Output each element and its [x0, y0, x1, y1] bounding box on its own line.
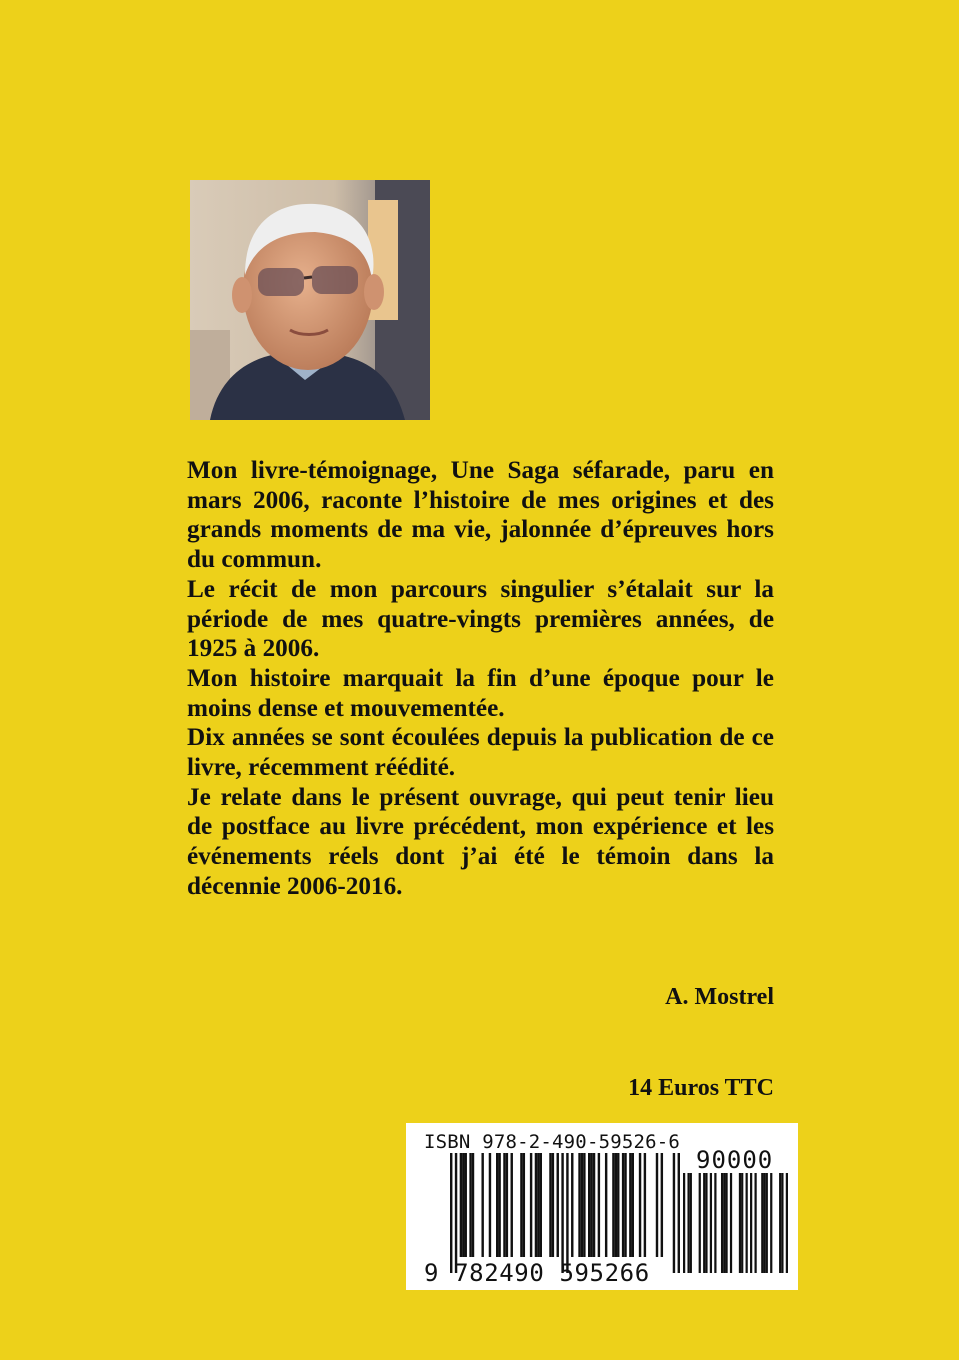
- isbn-label: ISBN 978-2-490-59526-6: [424, 1131, 681, 1153]
- barcode-bar: [496, 1153, 498, 1257]
- barcode-bar: [746, 1173, 748, 1273]
- blurb-paragraph: Mon livre-témoignage, Une Saga séfarade, paru en mars 2006, raconte l’histoire de mes origines et des grands moments de ma vie, jalonnée d’épreuves hors du commun.: [187, 457, 774, 574]
- barcode-bar: [699, 1173, 701, 1273]
- barcode-bar: [520, 1153, 522, 1257]
- barcode-bar: [763, 1173, 765, 1273]
- back-cover-blurb: [187, 456, 774, 902]
- barcode-bar: [632, 1153, 634, 1257]
- barcode-bar: [612, 1153, 614, 1257]
- barcode-bar: [498, 1153, 500, 1257]
- barcode-bar: [629, 1153, 631, 1257]
- barcode-bar: [703, 1173, 705, 1273]
- barcode-bar: [465, 1153, 467, 1257]
- barcode-bar: [605, 1153, 607, 1257]
- barcode-bar: [489, 1153, 491, 1257]
- barcode-bar: [739, 1173, 741, 1273]
- barcode-bar: [503, 1153, 505, 1257]
- author-photo: [190, 180, 430, 420]
- barcode-bar: [506, 1153, 508, 1257]
- barcode-bar: [583, 1153, 585, 1257]
- barcode-bar: [615, 1153, 617, 1257]
- blurb-paragraph: Dix années se sont écoulées depuis la publication de ce livre, récemment réédité.: [187, 724, 774, 782]
- barcode-bar: [540, 1153, 542, 1257]
- barcode-bar: [535, 1153, 537, 1257]
- barcode-bar: [581, 1153, 583, 1257]
- blurb-paragraph: Le récit de mon parcours singulier s’étalait sur la période de mes quatre-vingts premières années, de 1925 à 2006.: [187, 575, 774, 663]
- barcode-bar: [588, 1153, 590, 1257]
- ean13-bars: [450, 1153, 680, 1273]
- barcode-bar: [770, 1173, 772, 1273]
- barcode-bar: [705, 1173, 707, 1273]
- barcode-bar: [481, 1153, 483, 1257]
- barcode-bar: [561, 1153, 563, 1273]
- barcode-bar: [571, 1153, 573, 1257]
- barcode-bar: [460, 1153, 462, 1257]
- barcode-bar: [566, 1153, 568, 1273]
- barcode-bar: [590, 1153, 592, 1257]
- barcode-bar: [690, 1173, 692, 1273]
- barcode-bar: [530, 1153, 532, 1257]
- barcode-bar: [723, 1173, 725, 1273]
- barcode-bar: [557, 1153, 559, 1257]
- barcode-bar: [687, 1173, 689, 1273]
- barcode-bar: [578, 1153, 580, 1257]
- blurb-paragraph: Je relate dans le présent ouvrage, qui peut tenir lieu de postface au livre précédent, mon expérience et les événements réels dont j’ai été le témoin dans la décennie 2006-2016.: [187, 783, 774, 900]
- barcode-bar: [462, 1153, 464, 1257]
- barcode-bar: [644, 1153, 646, 1257]
- barcode-bar: [786, 1173, 788, 1273]
- barcode-bar: [754, 1173, 756, 1273]
- barcode-bar: [549, 1153, 551, 1257]
- barcode-bar: [725, 1173, 727, 1273]
- barcode-bar: [673, 1153, 675, 1273]
- barcode-bar: [683, 1173, 685, 1273]
- barcode-bar: [656, 1153, 658, 1257]
- barcode-bar: [624, 1153, 626, 1257]
- barcode-bar: [741, 1173, 743, 1273]
- barcode-bar: [552, 1153, 554, 1257]
- barcode-bar: [617, 1153, 619, 1257]
- barcode-bar: [593, 1153, 595, 1257]
- barcode-bar: [714, 1173, 716, 1273]
- isbn-barcode: [406, 1123, 798, 1290]
- barcode-bar: [678, 1153, 680, 1273]
- addon-bars: [683, 1173, 788, 1273]
- barcode-bar: [450, 1153, 452, 1273]
- barcode-bar: [523, 1153, 525, 1257]
- author-signature: A. Mostrel: [665, 984, 774, 1010]
- barcode-bar: [766, 1173, 768, 1273]
- ean-digits: 9 782490 595266: [424, 1259, 650, 1287]
- barcode-bar: [730, 1173, 732, 1273]
- barcode-bar: [455, 1153, 457, 1273]
- barcode-bar: [598, 1153, 600, 1257]
- addon-digits: 90000: [696, 1146, 774, 1174]
- barcode-bar: [721, 1173, 723, 1273]
- barcode-bar: [537, 1153, 539, 1257]
- barcode-bar: [639, 1153, 641, 1257]
- barcode-bar: [661, 1153, 663, 1257]
- barcode-bar: [469, 1153, 471, 1257]
- barcode-bar: [622, 1153, 624, 1257]
- barcode-bar: [761, 1173, 763, 1273]
- barcode-bar: [750, 1173, 752, 1273]
- blurb-paragraph: Mon histoire marquait la fin d’une époque pour le moins dense et mouvementée.: [187, 664, 774, 722]
- barcode-bar: [710, 1173, 712, 1273]
- barcode-bar: [781, 1173, 783, 1273]
- barcode-bar: [472, 1153, 474, 1257]
- barcode-bar: [779, 1173, 781, 1273]
- price-label: 14 Euros TTC: [628, 1075, 774, 1101]
- barcode-bar: [511, 1153, 513, 1257]
